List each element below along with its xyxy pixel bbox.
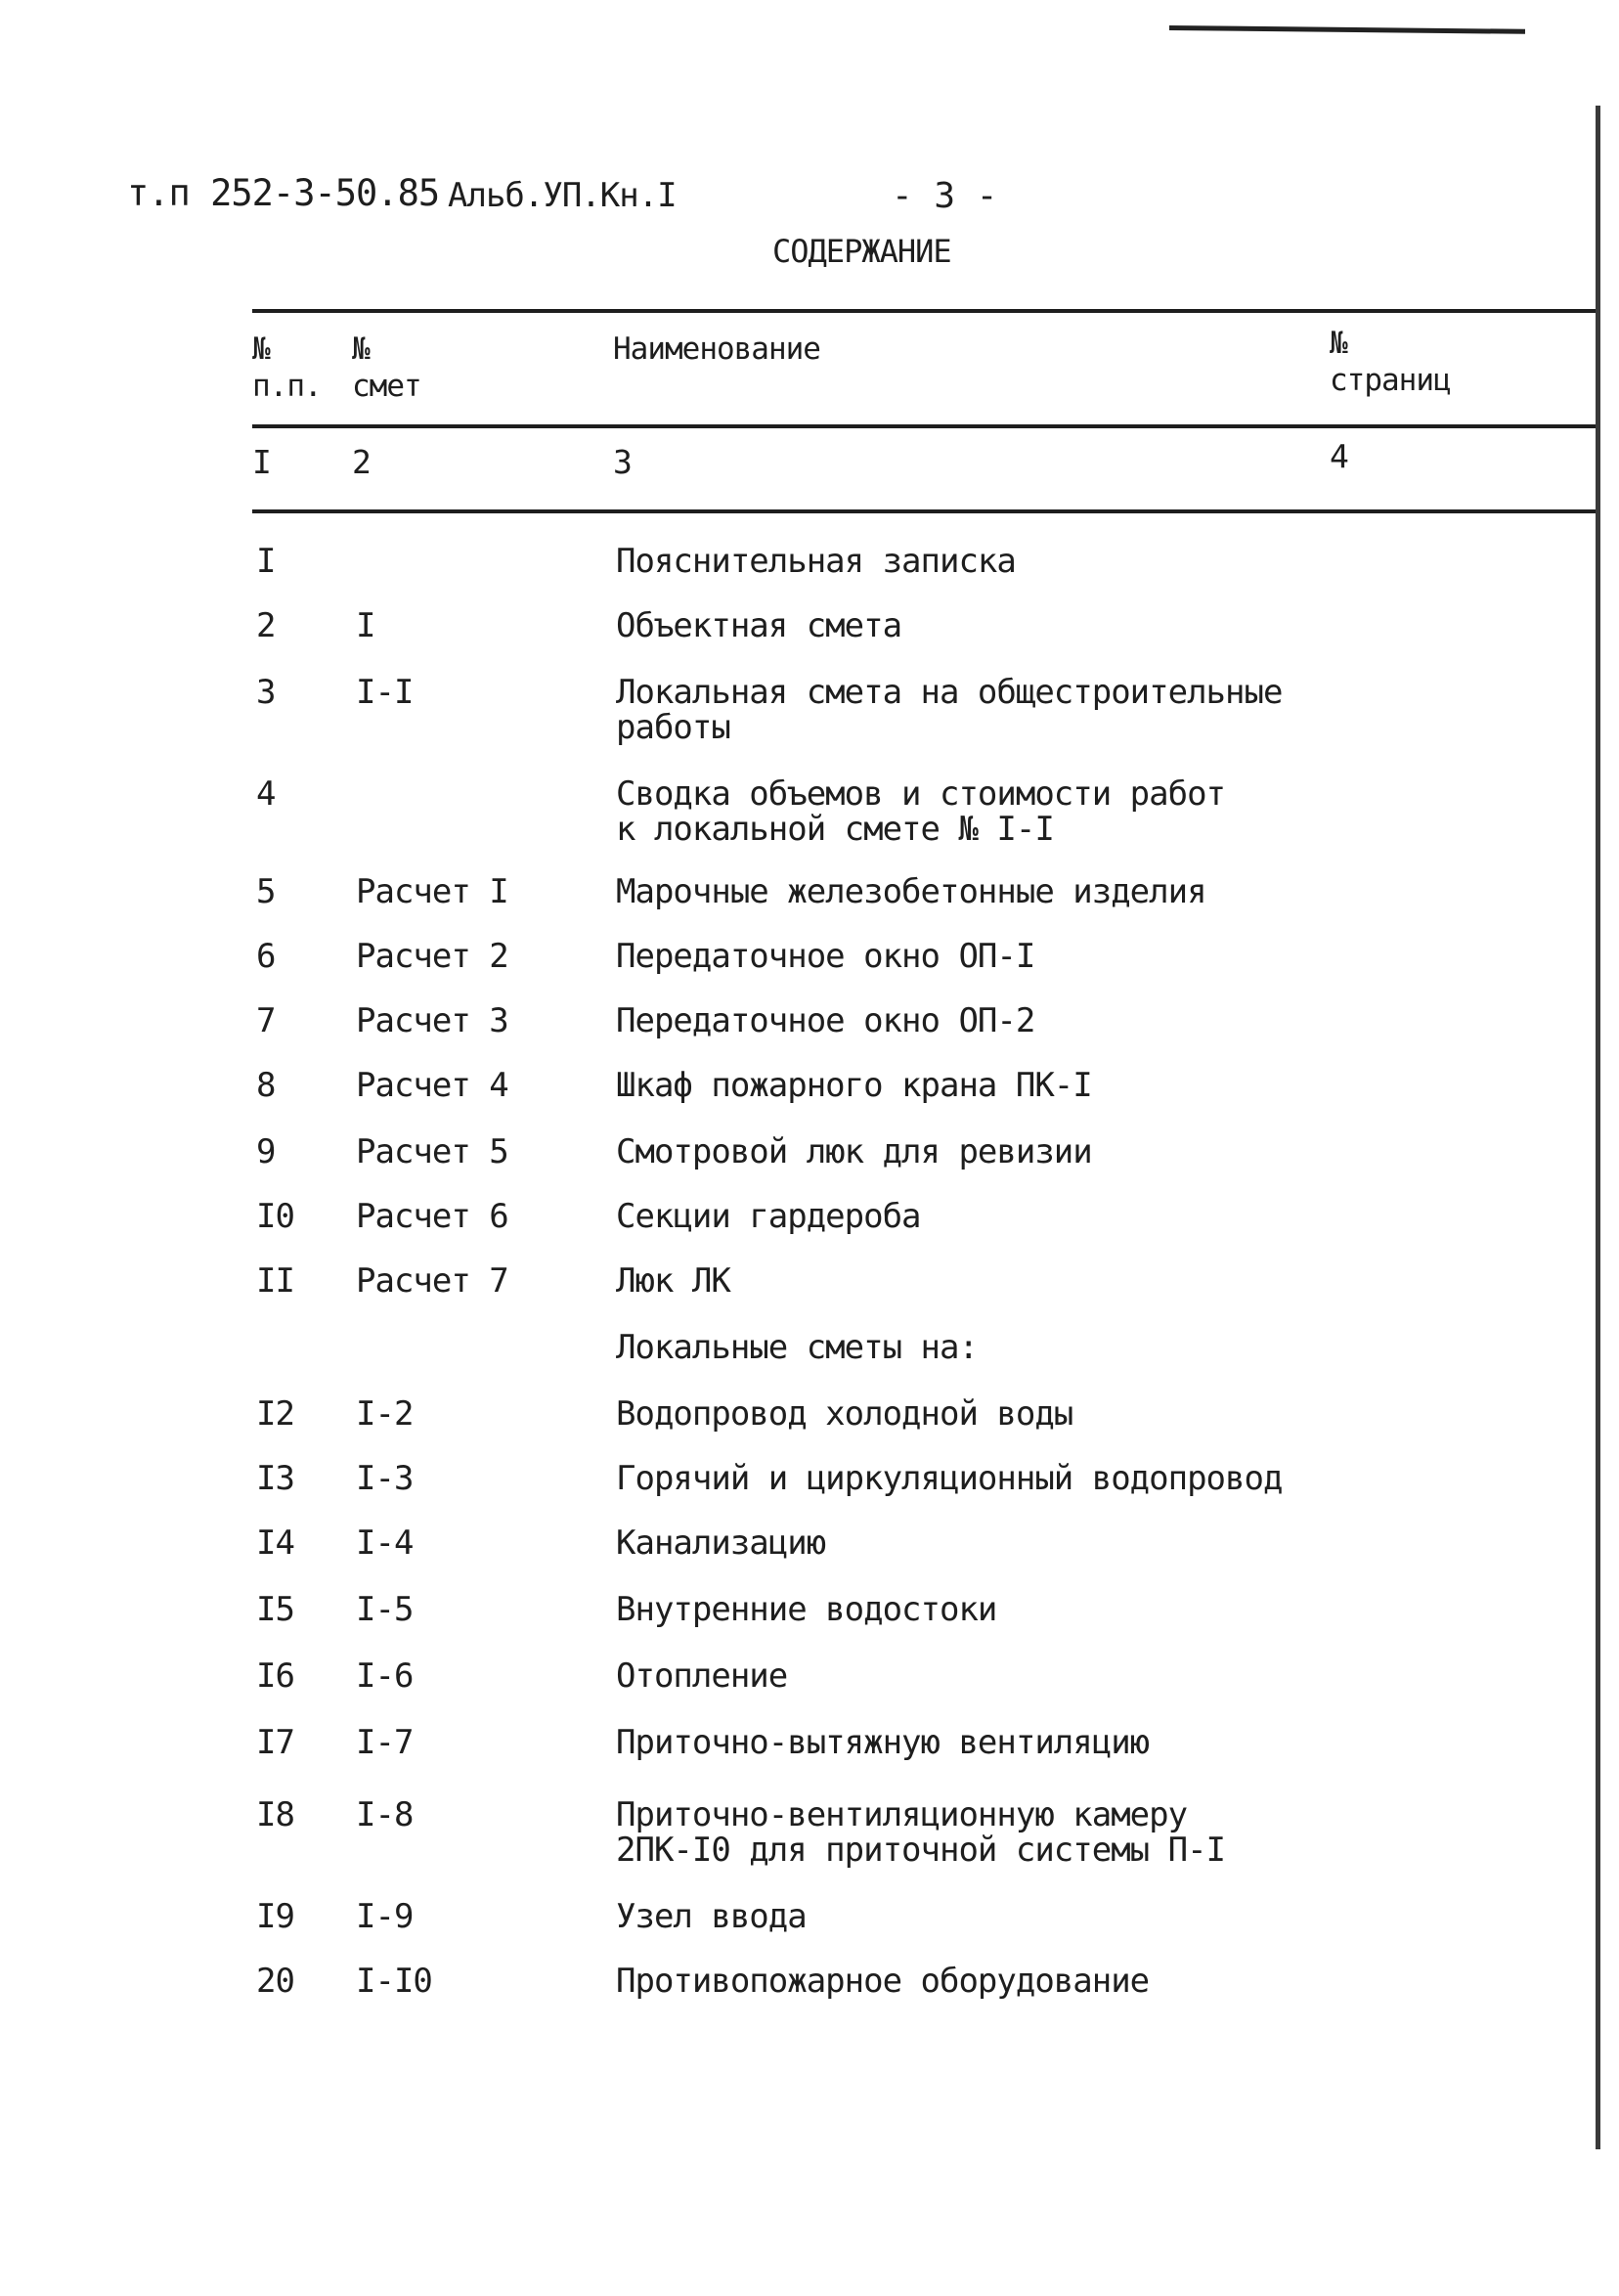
column-index-4: 4 [1330, 437, 1348, 475]
row-estimate-number: Расчет 2 [356, 937, 508, 976]
row-name: Люк ЛК [616, 1261, 730, 1301]
row-name: Пояснительная записка [616, 542, 1016, 581]
row-item-number: 9 [256, 1132, 276, 1171]
row-estimate-number: Расчет 7 [356, 1261, 508, 1301]
column-header-name: Наименование [613, 331, 820, 367]
row-name: Отопление [616, 1656, 788, 1696]
row-name: Приточно-вытяжную вентиляцию [616, 1723, 1150, 1762]
row-item-number: I3 [256, 1459, 294, 1498]
row-name: Водопровод холодной воды [616, 1394, 1073, 1434]
row-estimate-number: Расчет 4 [356, 1066, 508, 1105]
row-name: Шкаф пожарного крана ПК-I [616, 1066, 1092, 1105]
row-name: Канализацию [616, 1523, 826, 1563]
row-estimate-number: I-7 [356, 1723, 414, 1762]
row-item-number: I2 [256, 1394, 294, 1434]
row-estimate-number: I-I0 [356, 1962, 432, 2001]
row-item-number: I4 [256, 1523, 294, 1563]
row-item-number: 7 [256, 1001, 276, 1040]
row-item-number: 20 [256, 1962, 294, 2001]
row-item-number: I6 [256, 1656, 294, 1696]
page-title: СОДЕРЖАНИЕ [772, 233, 951, 270]
row-name: Передаточное окно ОП-2 [616, 1001, 1035, 1040]
row-item-number: I0 [256, 1197, 294, 1236]
row-item-number: I7 [256, 1723, 294, 1762]
row-name: Сводка объемов и стоимости работ к локальной смете № I-I [616, 774, 1226, 849]
row-name: Внутренние водостоки [616, 1590, 997, 1629]
row-estimate-number: Расчет I [356, 872, 508, 911]
page-number: - 3 - [892, 176, 998, 216]
row-name: Локальная смета на общестроительные работы [616, 673, 1283, 747]
row-estimate-number: I-9 [356, 1897, 414, 1936]
row-item-number: I [256, 542, 276, 581]
row-item-number: 3 [256, 673, 276, 712]
row-item-number: I5 [256, 1590, 294, 1629]
row-estimate-number: I-8 [356, 1795, 414, 1834]
row-name: Смотровой люк для ревизии [616, 1132, 1092, 1171]
scan-mark-top [1169, 25, 1525, 34]
row-item-number: 5 [256, 872, 276, 911]
row-name: Локальные сметы на: [616, 1328, 978, 1367]
row-estimate-number: I-I [356, 673, 414, 712]
row-name: Секции гардероба [616, 1197, 921, 1236]
album-reference: Альб.УП.Кн.I [448, 176, 677, 215]
row-estimate-number: I-2 [356, 1394, 414, 1434]
row-item-number: I9 [256, 1897, 294, 1936]
row-name: Противопожарное оборудование [616, 1962, 1150, 2001]
header-divider-rule [252, 424, 1596, 428]
index-divider-rule [252, 509, 1596, 513]
row-estimate-number: Расчет 3 [356, 1001, 508, 1040]
document-code: т.п 252-3-50.85 [127, 172, 440, 214]
column-index-1: I [252, 443, 271, 481]
row-item-number: 4 [256, 774, 276, 814]
row-name: Объектная смета [616, 606, 902, 645]
row-estimate-number: Расчет 5 [356, 1132, 508, 1171]
table-top-rule [252, 309, 1596, 313]
row-item-number: 2 [256, 606, 276, 645]
row-name: Марочные железобетонные изделия [616, 872, 1206, 911]
row-estimate-number: I-4 [356, 1523, 414, 1563]
row-item-number: 6 [256, 937, 276, 976]
row-name: Передаточное окно ОП-I [616, 937, 1035, 976]
row-item-number: I8 [256, 1795, 294, 1834]
row-name: Приточно-вентиляционную камеру 2ПК-I0 для приточной системы П-I [616, 1795, 1226, 1870]
row-estimate-number: I-3 [356, 1459, 414, 1498]
column-index-3: 3 [613, 443, 632, 481]
scan-mark-right-edge [1596, 106, 1600, 2149]
row-item-number: II [256, 1261, 294, 1301]
column-header-pages: № страниц [1330, 326, 1451, 398]
column-header-estimate-number: № смет [352, 331, 421, 404]
row-estimate-number: Расчет 6 [356, 1197, 508, 1236]
column-header-item-number: № п.п. [252, 331, 322, 404]
row-item-number: 8 [256, 1066, 276, 1105]
row-name: Горячий и циркуляционный водопровод [616, 1459, 1283, 1498]
row-estimate-number: I-5 [356, 1590, 414, 1629]
column-index-2: 2 [352, 443, 371, 481]
row-estimate-number: I-6 [356, 1656, 414, 1696]
row-name: Узел ввода [616, 1897, 807, 1936]
row-estimate-number: I [356, 606, 375, 645]
